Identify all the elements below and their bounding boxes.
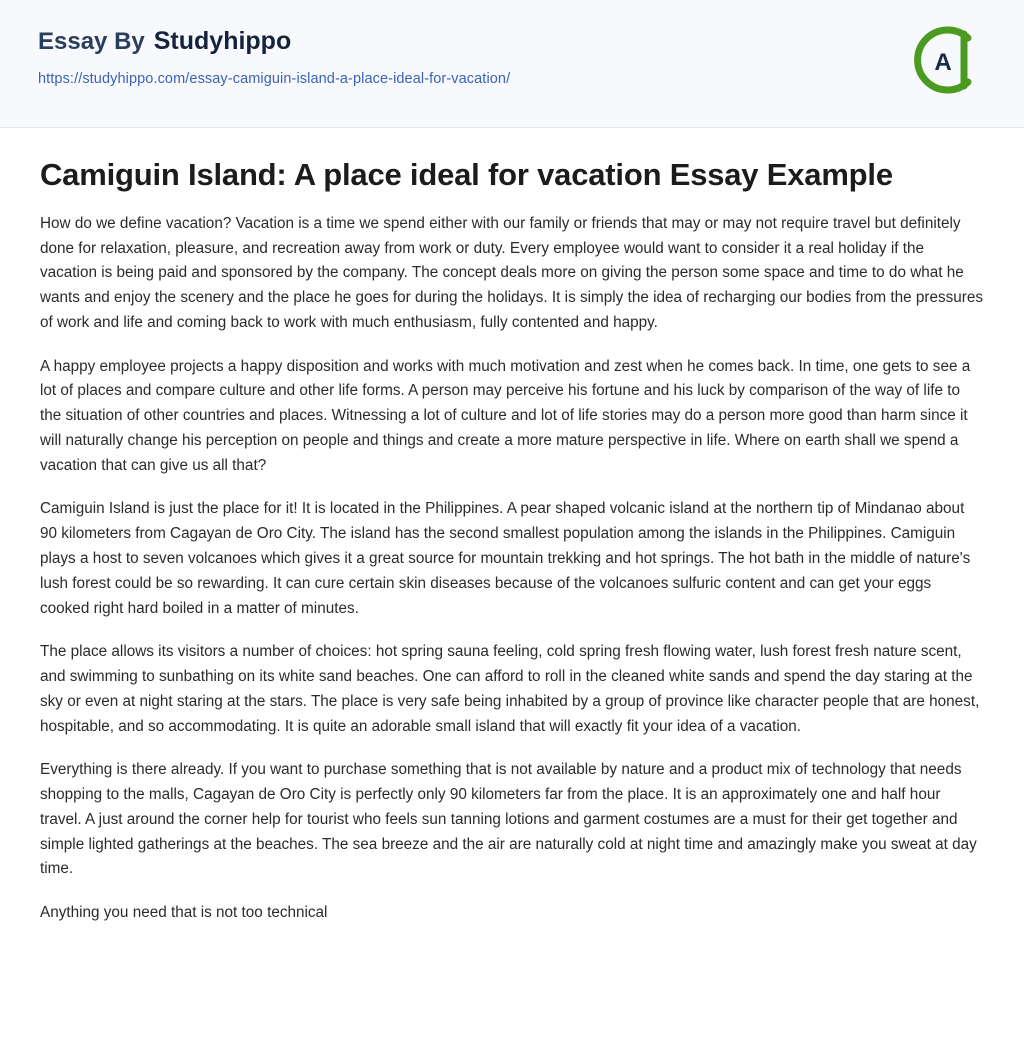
paragraph: A happy employee projects a happy disposition and works with much motivation and zest when he comes back. In time, one gets to see a lot of places and compare culture and other life forms. A person may perceive his fortune and his luck by comparison of the way of life to the situation of other countries and places. Witnessing a lot of culture and lot of life stories may do a person more good than harm since it will naturally change his perception on people and things and create a more mature perspective in life. Where on earth shall we spend a vacation that can give us all that? [40,357,971,474]
paragraph: Anything you need that is not too technical [40,904,328,922]
source-url-link[interactable]: https://studyhippo.com/essay-camiguin-island-a-place-ideal-for-vacation/ [38,70,511,87]
paragraph: How do we define vacation? Vacation is a time we spend either with our family or friends that may or may not require travel but definitely done for relaxation, pleasure, and recreation away from work or duty. Every employee would want to consider it a real holiday if the vacation is being paid and sponsored by the company. The concept deals more on giving the person some space and time to do what he wants and enjoy the scenery and the place he goes for during the holidays. It is simply the idea of recharging our bodies from the pressures of work and life and coming back to work with much enthusiasm, fully contented and happy. [40,214,983,331]
site-header [0,0,1024,128]
brand-name: Studyhippo [153,27,292,55]
paragraph: Everything is there already. If you want to purchase something that is not available by nature and a product mix of technology that needs shopping to the malls, Cagayan de Oro City is perfectly only 90 kilometers far from the place. It is an approximately one and half hour travel. A just around the corner help for tourist who feels sun tanning lotions and garment costumes are a must for their get together and simple lighted gatherings at the beaches. The sea breeze and the air are naturally cold at night time and amazingly make you sweat at day time. [40,761,977,878]
brand [38,26,986,57]
svg-text:A: A [934,49,952,76]
article-body [0,128,1024,946]
paragraph: Camiguin Island is just the place for it! It is located in the Philippines. A pear shaped volcanic island at the northern tip of Mindanao about 90 kilometers from Cagayan de Oro City. The island has the second smallest population among the islands in the Philippines. Camiguin plays a host to seven volcanoes which gives it a great source for mountain trekking and hot springs. The hot bath in the middle of nature's lush forest could be so rewarding. It can cure certain skin diseases because of the volcanoes sulfuric content and can get your eggs cooked right hard boiled in a matter of minutes. [40,500,971,617]
brand-prefix: Essay By [38,28,145,55]
studyhippo-logo-icon [908,22,984,98]
page-title: Camiguin Island: A place ideal for vacation Essay Example [40,157,893,192]
paragraph: The place allows its visitors a number of choices: hot spring sauna feeling, cold spring fresh flowing water, lush forest fresh nature scent, and swimming to sunbathing on its white sand beaches. One can afford to roll in the cleaned white sands and spend the day staring at the sky or even at night staring at the stars. The place is very safe being inhabited by a group of province like character people that are honest, hospitable, and so accommodating. It is quite an adorable small island that will exactly fit your idea of a vacation. [40,643,980,735]
